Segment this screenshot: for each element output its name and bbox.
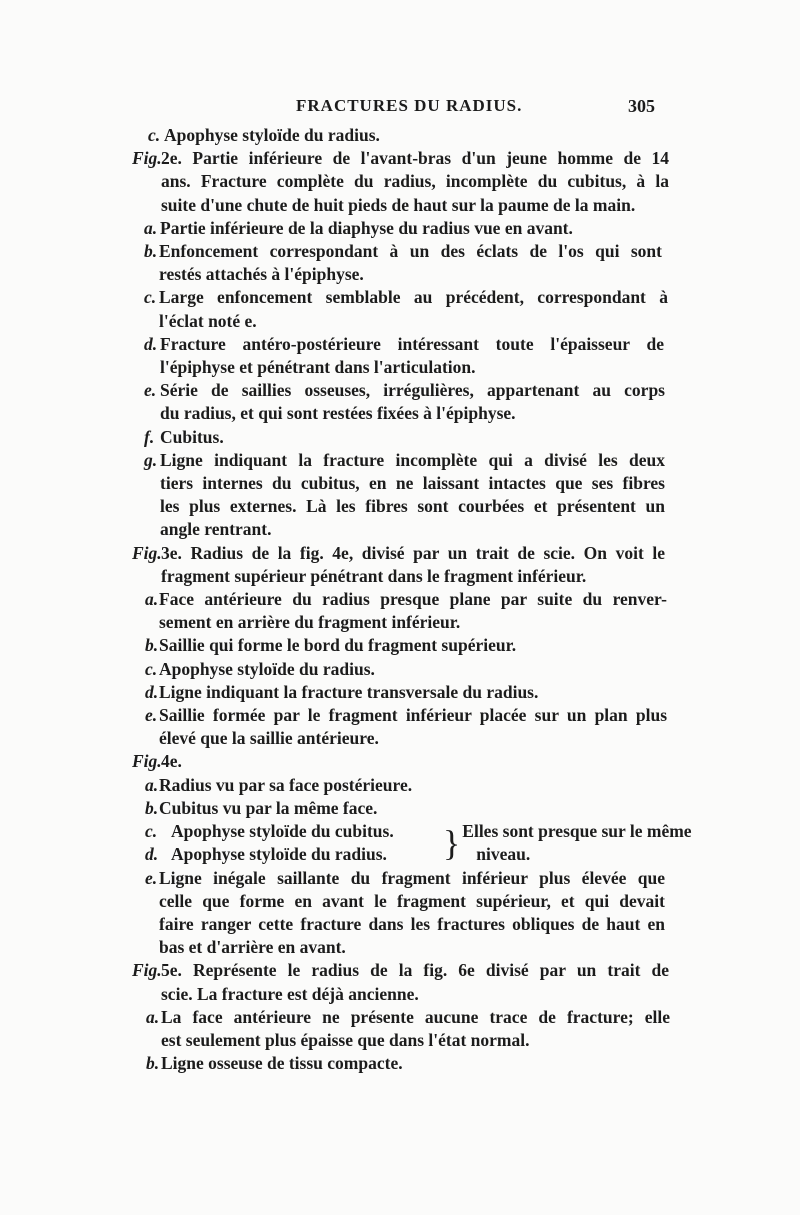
text-line: suite d'une chute de huit pieds de haut sur la paume de la main. <box>161 194 636 215</box>
text-line: faire ranger cette fracture dans les fractures obliques de haut en <box>159 913 665 934</box>
entry-label: Fig. <box>132 960 162 981</box>
legend-entry <box>0 1052 800 1075</box>
text-line: Saillie formée par le fragment inférieur placée sur un plan plus <box>159 705 667 726</box>
entry-text <box>159 797 459 820</box>
entry-text <box>164 124 654 147</box>
legend-entry <box>0 750 800 773</box>
text-line: celle que forme en avant le fragment supérieur, et qui devait <box>159 890 665 911</box>
legend-entry <box>0 797 800 820</box>
legend-entry <box>145 820 441 843</box>
text-line: est seulement plus épaisse que dans l'état normal. <box>161 1029 530 1050</box>
legend-entry <box>0 588 800 634</box>
text-line: les plus externes. Là les fibres sont courbées et présentent un <box>160 496 665 517</box>
text-line: Elles sont presque sur le même <box>462 821 692 842</box>
right-brace: } <box>443 823 461 864</box>
entry-label: a. <box>145 589 159 610</box>
entry-text <box>160 379 665 425</box>
entry-text <box>159 774 459 797</box>
entry-label: c. <box>148 125 161 145</box>
text-line: Fracture antéro-postérieure intéressant toute l'épaisseur de <box>160 333 664 354</box>
text-line: Apophyse styloïde du radius. <box>164 125 380 145</box>
text-line: du radius, et qui sont restées fixées à l'épiphyse. <box>160 403 516 424</box>
text-line: Ligne inégale saillante du fragment inférieur plus élevée que <box>159 867 665 888</box>
text-line: bas et d'arrière en avant. <box>159 937 346 958</box>
text-line: 5e. Représente le radius de la fig. 6e divisé par un trait de <box>161 960 669 981</box>
entry-label: Fig. <box>132 542 162 563</box>
entry-label: c. <box>145 821 158 842</box>
text-line: Ligne indiquant la fracture transversale du radius. <box>159 681 539 702</box>
entry-text <box>161 147 669 217</box>
legend-entry <box>0 379 800 425</box>
text-line: Ligne osseuse de tissu compacte. <box>161 1053 403 1074</box>
entry-text <box>160 333 664 379</box>
entry-text <box>159 658 459 681</box>
text-line: Face antérieure du radius presque plane par suite du renver- <box>159 589 667 610</box>
text-line: tiers internes du cubitus, en ne laissant intactes que ses fibres <box>160 473 665 494</box>
legend-entry <box>0 658 800 681</box>
entry-label: d. <box>145 844 159 865</box>
text-line: Partie inférieure de la diaphyse du radius vue en avant. <box>160 217 573 238</box>
brace-note <box>462 820 691 866</box>
text-line: Large enfoncement semblable au précédent, correspondant à <box>159 287 668 308</box>
entry-list <box>0 124 800 820</box>
legend-entry <box>0 774 800 797</box>
legend-entry <box>0 867 800 960</box>
text-line: fragment supérieur pénétrant dans le fragment inférieur. <box>161 565 587 586</box>
entry-label: b. <box>145 797 159 818</box>
text-line: Saillie qui forme le bord du fragment supérieur. <box>159 635 517 656</box>
entry-label: d. <box>145 681 159 702</box>
entry-text <box>160 217 628 240</box>
entry-text <box>160 426 640 449</box>
legend-entry <box>0 959 800 1005</box>
text-line: Cubitus vu par la même face. <box>159 797 378 818</box>
legend-entry <box>0 240 800 286</box>
entry-text: Apophyse styloïde du radius. <box>171 844 387 865</box>
entry-list-continued <box>0 867 800 1076</box>
entry-label: Fig. <box>132 751 162 772</box>
text-line: l'épiphyse et pénétrant dans l'articulation. <box>160 357 476 378</box>
text-line: 3e. Radius de la fig. 4e, divisé par un trait de scie. On voit le <box>161 542 665 563</box>
legend-entry <box>0 333 800 379</box>
page-number: 305 <box>628 96 655 116</box>
entry-text <box>159 286 668 332</box>
entry-label: a. <box>144 217 158 238</box>
entry-text <box>159 240 662 286</box>
entry-text <box>161 542 665 588</box>
entry-text <box>159 681 589 704</box>
brace-group <box>0 820 800 866</box>
text-line: restés attachés à l'épiphyse. <box>159 264 364 285</box>
legend-entry <box>0 1006 800 1052</box>
page-body <box>0 124 800 1075</box>
legend-entry <box>0 286 800 332</box>
text-line: Apophyse styloïde du radius. <box>159 658 375 679</box>
entry-label: e. <box>145 867 158 888</box>
entry-label: c. <box>145 658 158 679</box>
text-line: élevé que la saillie antérieure. <box>159 728 379 749</box>
legend-entry <box>0 147 800 217</box>
entry-text <box>159 634 579 657</box>
entry-text <box>159 588 667 634</box>
entry-text <box>161 750 221 773</box>
text-line: Radius vu par sa face postérieure. <box>159 774 413 795</box>
entry-label: a. <box>146 1006 160 1027</box>
entry-text: Apophyse styloïde du cubitus. <box>171 821 394 842</box>
entry-label: f. <box>144 426 155 447</box>
entry-text <box>161 1052 461 1075</box>
entry-label: e. <box>144 380 157 401</box>
entry-label: b. <box>145 635 159 656</box>
entry-text <box>160 449 665 542</box>
text-line: angle rentrant. <box>160 519 272 540</box>
entry-text <box>161 1006 670 1052</box>
text-line: 2e. Partie inférieure de l'avant-bras d'un jeune homme de 14 <box>161 148 669 169</box>
entry-label: g. <box>144 449 158 470</box>
entry-label: d. <box>144 333 158 354</box>
text-line: niveau. <box>476 844 531 865</box>
text-line: sement en arrière du fragment inférieur. <box>159 612 461 633</box>
legend-entry <box>0 449 800 542</box>
text-line: Cubitus. <box>160 426 224 447</box>
text-line: 4e. <box>161 751 182 772</box>
text-line: Série de saillies osseuses, irrégulières, appartenant au corps <box>160 380 665 401</box>
legend-entry <box>0 704 800 750</box>
legend-entry <box>0 217 800 240</box>
text-line: scie. La fracture est déjà ancienne. <box>161 983 419 1004</box>
entry-label: c. <box>144 287 157 308</box>
legend-entry <box>0 124 800 147</box>
text-line: Enfoncement correspondant à un des éclats de l'os qui sont <box>159 241 662 262</box>
legend-entry <box>0 634 800 657</box>
entry-label: b. <box>146 1053 160 1074</box>
entry-text <box>161 959 669 1005</box>
entry-label: b. <box>144 241 158 262</box>
legend-entry <box>0 681 800 704</box>
entry-label: e. <box>145 705 158 726</box>
text-line: La face antérieure ne présente aucune trace de fracture; elle <box>161 1006 670 1027</box>
text-line: ans. Fracture complète du radius, incomplète du cubitus, à la <box>161 171 669 192</box>
entry-label: a. <box>145 774 159 795</box>
legend-entry <box>0 426 800 449</box>
text-line: l'éclat noté e. <box>159 310 257 331</box>
legend-entry <box>0 542 800 588</box>
text-line: Ligne indiquant la fracture incomplète qui a divisé les deux <box>160 449 665 470</box>
entry-label: Fig. <box>132 148 162 169</box>
entry-text <box>159 704 667 750</box>
entry-text <box>159 867 665 960</box>
running-title: FRACTURES DU RADIUS. <box>296 96 523 115</box>
legend-entry <box>145 843 441 866</box>
